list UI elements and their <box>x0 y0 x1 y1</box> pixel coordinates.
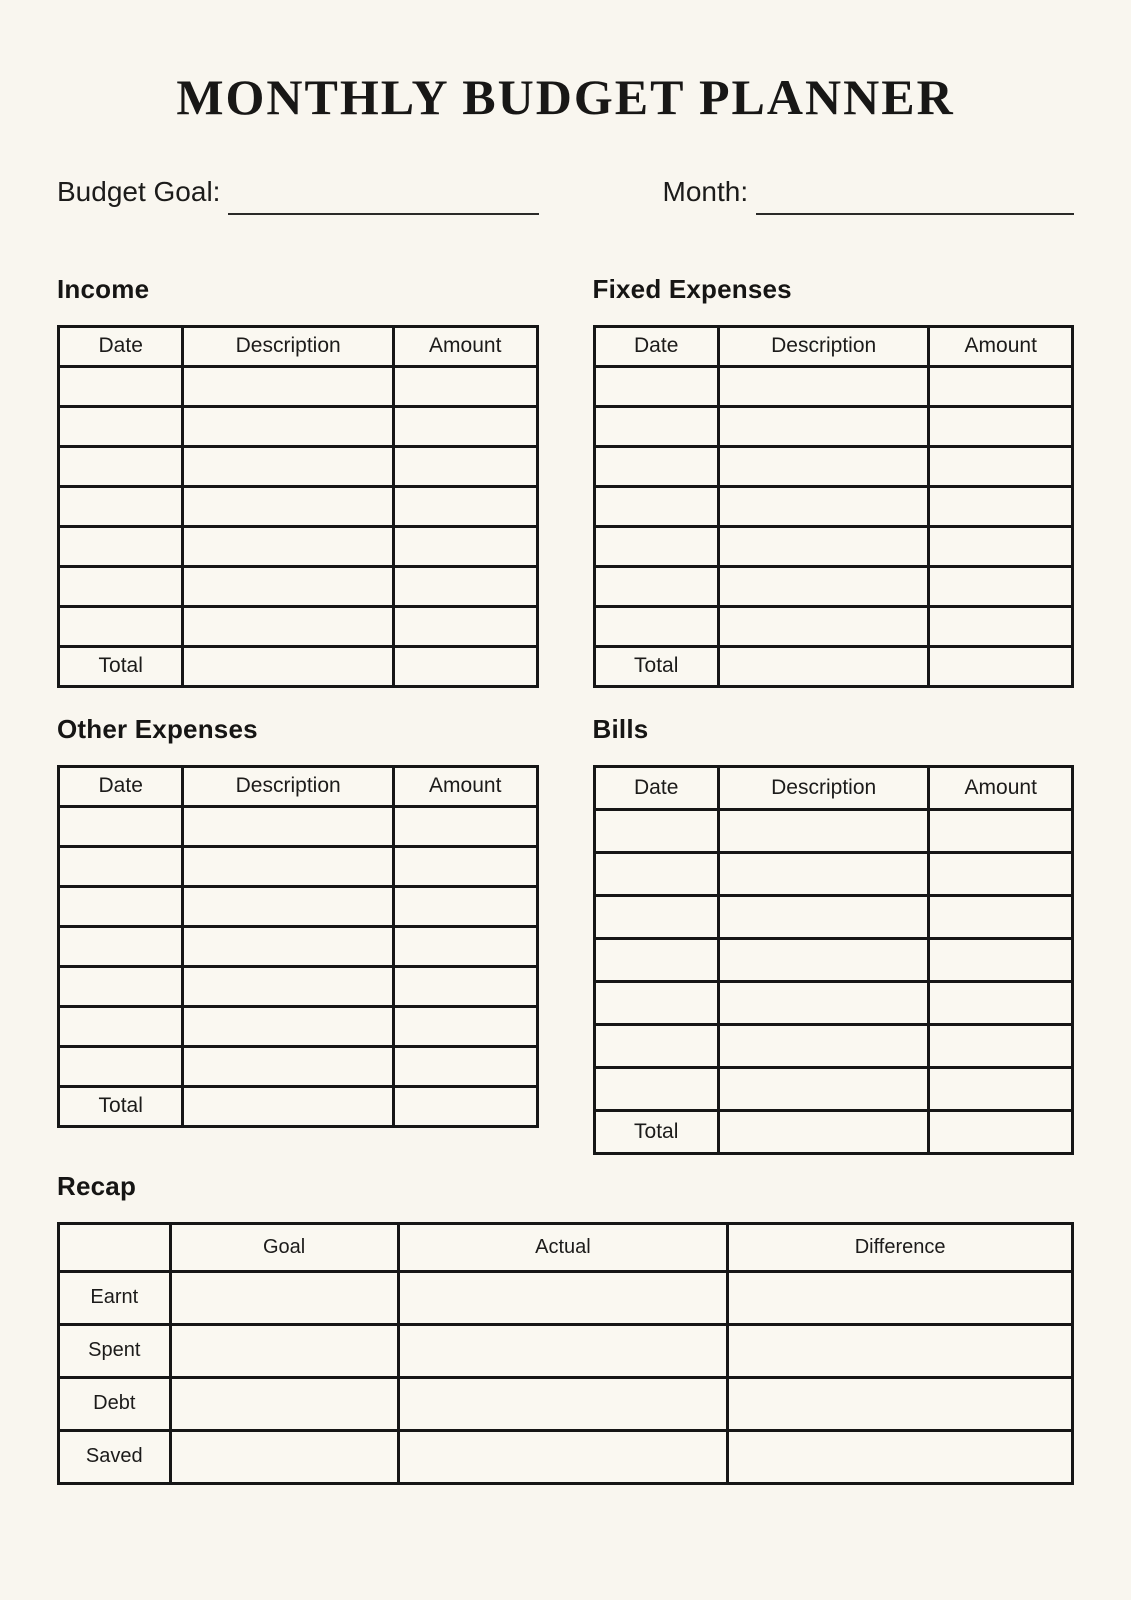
entry-cell[interactable] <box>594 566 718 606</box>
table-row <box>59 406 538 446</box>
recap-entry-cell[interactable] <box>728 1324 1073 1377</box>
entry-cell[interactable] <box>183 926 394 966</box>
entry-cell[interactable] <box>393 566 537 606</box>
table-row <box>594 446 1073 486</box>
table-row <box>59 806 538 846</box>
total-amount-cell[interactable] <box>393 1086 537 1126</box>
month-input-line[interactable] <box>756 191 1074 215</box>
table-row <box>594 606 1073 646</box>
entry-cell[interactable] <box>718 606 929 646</box>
difference-column-header: Difference <box>728 1223 1073 1271</box>
income-section <box>57 274 539 688</box>
recap-row-label: Earnt <box>59 1271 171 1324</box>
entry-cell[interactable] <box>183 526 394 566</box>
table-row <box>594 486 1073 526</box>
recap-entry-cell[interactable] <box>170 1430 398 1483</box>
goal-column-header: Goal <box>170 1223 398 1271</box>
entry-cell[interactable] <box>718 366 929 406</box>
budget-goal-input-line[interactable] <box>228 191 538 215</box>
total-amount-cell[interactable] <box>929 1110 1073 1153</box>
entry-cell[interactable] <box>59 526 183 566</box>
entry-cell[interactable] <box>594 366 718 406</box>
recap-row <box>59 1377 1073 1430</box>
entry-cell[interactable] <box>183 1046 394 1086</box>
total-label-cell: Total <box>594 1110 718 1153</box>
table-row <box>594 406 1073 446</box>
table-row <box>59 1046 538 1086</box>
entry-cell[interactable] <box>594 938 718 981</box>
entry-cell[interactable] <box>718 938 929 981</box>
recap-entry-cell[interactable] <box>170 1377 398 1430</box>
table-row <box>594 566 1073 606</box>
entry-cell[interactable] <box>393 1006 537 1046</box>
fixed-expenses-table <box>593 325 1075 688</box>
table-header-row <box>594 766 1073 809</box>
table-row <box>594 1024 1073 1067</box>
page-title: MONTHLY BUDGET PLANNER <box>176 69 955 125</box>
entry-cell[interactable] <box>393 926 537 966</box>
total-row <box>594 1110 1073 1153</box>
entry-cell[interactable] <box>718 981 929 1024</box>
entry-cell[interactable] <box>59 926 183 966</box>
actual-column-header: Actual <box>398 1223 728 1271</box>
table-row <box>594 366 1073 406</box>
fixed-expenses-section-title: Fixed Expenses <box>592 273 792 304</box>
entry-cell[interactable] <box>183 846 394 886</box>
recap-entry-cell[interactable] <box>398 1377 728 1430</box>
table-row <box>594 809 1073 852</box>
table-row <box>59 846 538 886</box>
total-label-cell: Total <box>59 646 183 686</box>
date-column-header: Date <box>594 326 718 366</box>
entry-cell[interactable] <box>594 526 718 566</box>
entry-cell[interactable] <box>393 846 537 886</box>
date-column-header: Date <box>594 766 718 809</box>
entry-cell[interactable] <box>393 806 537 846</box>
recap-entry-cell[interactable] <box>398 1324 728 1377</box>
entry-cell[interactable] <box>594 852 718 895</box>
entry-cell[interactable] <box>594 606 718 646</box>
bills-section <box>593 714 1075 1155</box>
entry-cell[interactable] <box>594 981 718 1024</box>
bills-table <box>593 765 1075 1155</box>
entry-cell[interactable] <box>393 1046 537 1086</box>
recap-row <box>59 1324 1073 1377</box>
entry-cell[interactable] <box>59 1006 183 1046</box>
entry-cell[interactable] <box>183 486 394 526</box>
entry-cell[interactable] <box>718 446 929 486</box>
description-column-header: Description <box>183 326 394 366</box>
table-row <box>594 1067 1073 1110</box>
entry-cell[interactable] <box>929 566 1073 606</box>
entry-cell[interactable] <box>594 406 718 446</box>
table-row <box>59 486 538 526</box>
entry-cell[interactable] <box>183 886 394 926</box>
entry-cell[interactable] <box>929 606 1073 646</box>
entry-cell[interactable] <box>929 981 1073 1024</box>
total-entry-cell[interactable] <box>718 646 929 686</box>
entry-cell[interactable] <box>393 406 537 446</box>
table-row <box>59 966 538 1006</box>
entry-cell[interactable] <box>929 526 1073 566</box>
table-row <box>59 1006 538 1046</box>
entry-cell[interactable] <box>718 1067 929 1110</box>
date-column-header: Date <box>59 766 183 806</box>
other-expenses-section <box>57 714 539 1128</box>
description-column-header: Description <box>718 766 929 809</box>
amount-column-header: Amount <box>393 766 537 806</box>
entry-cell[interactable] <box>59 1046 183 1086</box>
entry-cell[interactable] <box>59 846 183 886</box>
entry-cell[interactable] <box>929 895 1073 938</box>
entry-cell[interactable] <box>929 1024 1073 1067</box>
other-expenses-table <box>57 765 539 1128</box>
entry-cell[interactable] <box>929 366 1073 406</box>
entry-cell[interactable] <box>59 886 183 926</box>
entry-cell[interactable] <box>59 366 183 406</box>
table-header-row <box>59 766 538 806</box>
total-label-cell: Total <box>594 646 718 686</box>
recap-entry-cell[interactable] <box>170 1271 398 1324</box>
entry-cell[interactable] <box>929 809 1073 852</box>
table-row <box>59 366 538 406</box>
table-row <box>59 926 538 966</box>
total-row <box>59 646 538 686</box>
recap-row-label: Debt <box>59 1377 171 1430</box>
entry-cell[interactable] <box>594 1067 718 1110</box>
total-amount-cell[interactable] <box>393 646 537 686</box>
total-label-cell: Total <box>59 1086 183 1126</box>
month-field <box>593 177 1075 208</box>
bills-section-title: Bills <box>592 713 649 744</box>
recap-entry-cell[interactable] <box>398 1271 728 1324</box>
entry-cell[interactable] <box>594 1024 718 1067</box>
table-row <box>59 446 538 486</box>
table-row <box>59 606 538 646</box>
entry-cell[interactable] <box>718 895 929 938</box>
recap-blank-header-cell <box>59 1223 171 1271</box>
entry-cell[interactable] <box>183 366 394 406</box>
budget-goal-label: Budget Goal: <box>57 176 221 207</box>
entry-cell[interactable] <box>929 938 1073 981</box>
table-row <box>594 526 1073 566</box>
entry-cell[interactable] <box>183 406 394 446</box>
entry-cell[interactable] <box>393 366 537 406</box>
entry-cell[interactable] <box>59 606 183 646</box>
recap-row <box>59 1271 1073 1324</box>
entry-cell[interactable] <box>59 446 183 486</box>
amount-column-header: Amount <box>393 326 537 366</box>
total-entry-cell[interactable] <box>183 646 394 686</box>
entry-cell[interactable] <box>59 406 183 446</box>
recap-section <box>57 1171 1074 1485</box>
fixed-expenses-section <box>593 274 1075 688</box>
recap-row-label: Saved <box>59 1430 171 1483</box>
entry-cell[interactable] <box>594 809 718 852</box>
total-entry-cell[interactable] <box>183 1086 394 1126</box>
table-row <box>594 895 1073 938</box>
table-row <box>594 981 1073 1024</box>
entry-cell[interactable] <box>929 852 1073 895</box>
table-header-row <box>594 326 1073 366</box>
entry-cell[interactable] <box>59 806 183 846</box>
income-section-title: Income <box>57 273 150 304</box>
entry-cell[interactable] <box>718 809 929 852</box>
amount-column-header: Amount <box>929 766 1073 809</box>
table-row <box>59 886 538 926</box>
recap-section-title: Recap <box>57 1170 137 1201</box>
entry-cell[interactable] <box>718 566 929 606</box>
budget-goal-field <box>57 177 539 208</box>
entry-cell[interactable] <box>393 486 537 526</box>
table-row <box>594 852 1073 895</box>
income-table <box>57 325 539 688</box>
table-header-row <box>59 326 538 366</box>
entry-cell[interactable] <box>393 526 537 566</box>
recap-row-label: Spent <box>59 1324 171 1377</box>
entry-cell[interactable] <box>594 446 718 486</box>
entry-cell[interactable] <box>929 446 1073 486</box>
total-entry-cell[interactable] <box>718 1110 929 1153</box>
total-amount-cell[interactable] <box>929 646 1073 686</box>
table-row <box>594 938 1073 981</box>
date-column-header: Date <box>59 326 183 366</box>
entry-cell[interactable] <box>718 486 929 526</box>
month-label: Month: <box>662 176 749 207</box>
entry-cell[interactable] <box>718 526 929 566</box>
other-expenses-section-title: Other Expenses <box>57 713 258 744</box>
entry-cell[interactable] <box>594 895 718 938</box>
entry-cell[interactable] <box>59 486 183 526</box>
recap-entry-cell[interactable] <box>728 1271 1073 1324</box>
entry-cell[interactable] <box>393 446 537 486</box>
description-column-header: Description <box>718 326 929 366</box>
entry-cell[interactable] <box>929 406 1073 446</box>
entry-cell[interactable] <box>183 1006 394 1046</box>
entry-cell[interactable] <box>594 486 718 526</box>
entry-cell[interactable] <box>718 406 929 446</box>
recap-entry-cell[interactable] <box>170 1324 398 1377</box>
entry-cell[interactable] <box>393 886 537 926</box>
total-row <box>594 646 1073 686</box>
entry-cell[interactable] <box>929 486 1073 526</box>
entry-tables-grid <box>57 274 1074 1155</box>
amount-column-header: Amount <box>929 326 1073 366</box>
entry-cell[interactable] <box>183 446 394 486</box>
recap-entry-cell[interactable] <box>728 1430 1073 1483</box>
entry-cell[interactable] <box>718 1024 929 1067</box>
entry-cell[interactable] <box>393 606 537 646</box>
entry-cell[interactable] <box>59 566 183 606</box>
table-row <box>59 566 538 606</box>
total-row <box>59 1086 538 1126</box>
description-column-header: Description <box>183 766 394 806</box>
entry-cell[interactable] <box>718 852 929 895</box>
entry-cell[interactable] <box>183 606 394 646</box>
recap-table <box>57 1222 1074 1485</box>
table-row <box>59 526 538 566</box>
entry-cell[interactable] <box>59 966 183 1006</box>
recap-row <box>59 1430 1073 1483</box>
entry-cell[interactable] <box>393 966 537 1006</box>
entry-cell[interactable] <box>929 1067 1073 1110</box>
fill-in-fields <box>57 177 1074 208</box>
entry-cell[interactable] <box>183 806 394 846</box>
entry-cell[interactable] <box>183 566 394 606</box>
recap-entry-cell[interactable] <box>398 1430 728 1483</box>
recap-entry-cell[interactable] <box>728 1377 1073 1430</box>
entry-cell[interactable] <box>183 966 394 1006</box>
recap-header-row <box>59 1223 1073 1271</box>
